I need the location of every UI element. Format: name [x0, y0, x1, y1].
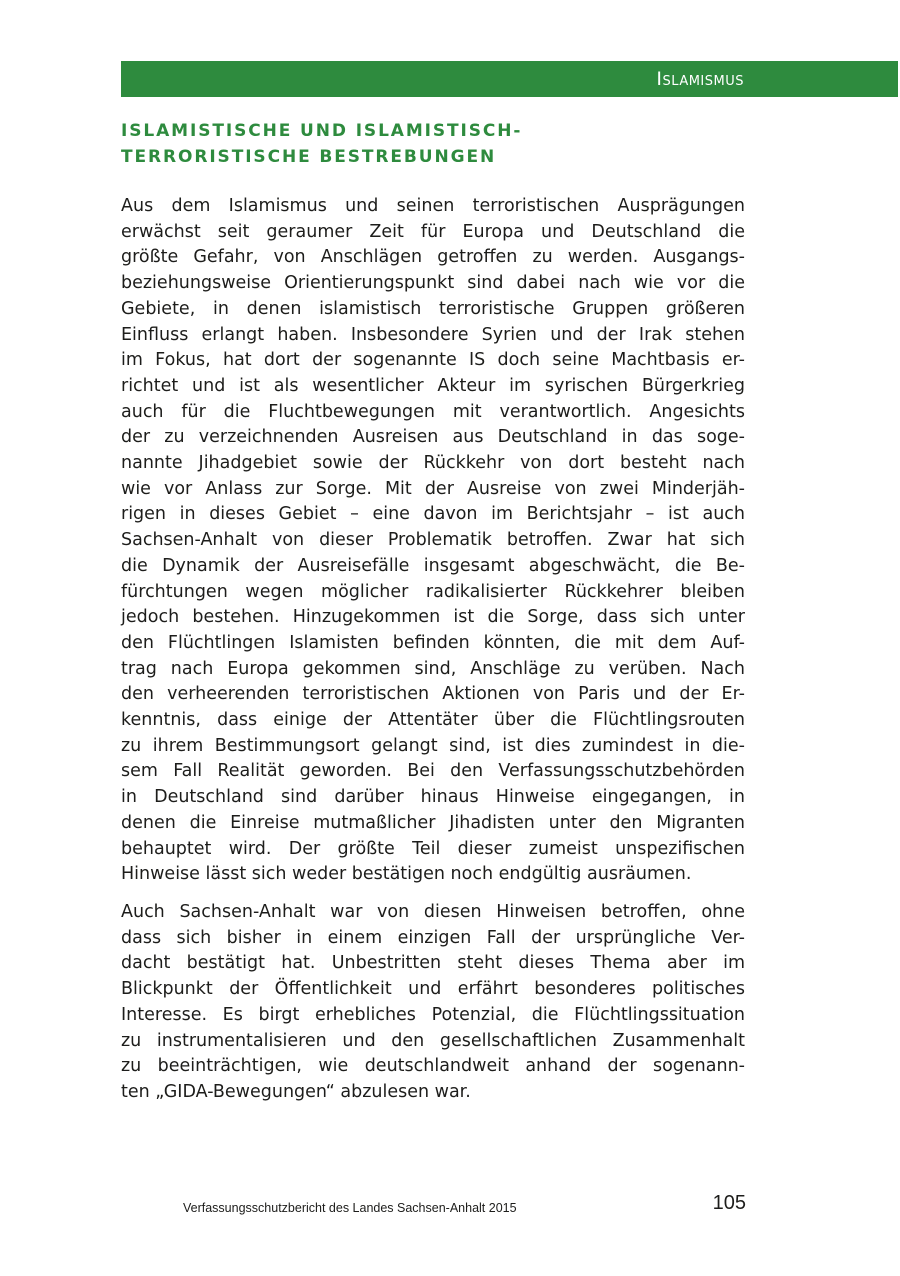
text-line: rigen in dieses Gebiet – eine davon im Berichtsjahr – ist auch [121, 504, 745, 525]
paragraph-2 [121, 900, 745, 1106]
text-line: den verheerenden terroristischen Aktionen von Paris und der Er- [121, 684, 745, 705]
text-line: fürchtungen wegen möglicher radikalisierter Rückkehrer bleiben [121, 581, 745, 602]
text-line: zu instrumentalisieren und den gesellschaftlichen Zusammenhalt [121, 1030, 745, 1051]
text-line: der zu verzeichnenden Ausreisen aus Deutschland in das soge- [121, 427, 745, 448]
text-line: ten „GIDA-Bewegungen“ abzulesen war. [121, 1081, 471, 1102]
text-line: sem Fall Realität geworden. Bei den Verfassungsschutzbehörden [121, 761, 745, 782]
text-line: behauptet wird. Der größte Teil dieser zumeist unspezifischen [121, 838, 745, 859]
text-line: denen die Einreise mutmaßlicher Jihadisten unter den Migranten [121, 812, 745, 833]
section-title: Islamismus [656, 68, 744, 90]
text-line: erwächst seit geraumer Zeit für Europa und Deutschland die [121, 221, 745, 242]
text-line: Aus dem Islamismus und seinen terroristischen Ausprägungen [121, 196, 745, 216]
text-line: nannte Jihadgebiet sowie der Rückkehr von dort besteht nach [121, 453, 745, 474]
text-line: wie vor Anlass zur Sorge. Mit der Ausreise von zwei Minderjäh- [121, 478, 745, 499]
text-line: Sachsen-Anhalt von dieser Problematik betroffen. Zwar hat sich [121, 530, 745, 551]
paragraph-1 [121, 194, 745, 888]
text-line: größte Gefahr, von Anschlägen getroffen zu werden. Ausgangs- [121, 247, 745, 268]
text-line: dacht bestätigt hat. Unbestritten steht dieses Thema aber im [121, 953, 745, 974]
text-line: richtet und ist als wesentlicher Akteur im syrischen Bürgerkrieg [121, 375, 745, 396]
text-line: Blickpunkt der Öffentlichkeit und erfährt besonderes politisches [121, 979, 745, 1000]
text-line: die Dynamik der Ausreisefälle insgesamt abgeschwächt, die Be- [121, 555, 745, 576]
text-line: auch für die Fluchtbewegungen mit verantwortlich. Angesichts [121, 401, 745, 422]
text-line: Interesse. Es birgt erhebliches Potenzial, die Flüchtlingssituation [121, 1004, 745, 1025]
text-line: kenntnis, dass einige der Attentäter über die Flüchtlingsrouten [121, 710, 745, 731]
section-header-bar [121, 61, 898, 97]
chapter-heading [121, 118, 641, 170]
text-line: Einfluss erlangt haben. Insbesondere Syrien und der Irak stehen [121, 324, 745, 345]
page-number: 105 [712, 1192, 746, 1214]
text-line: Hinweise lässt sich weder bestätigen noch endgültig ausräumen. [121, 864, 692, 885]
text-line: zu ihrem Bestimmungsort gelangt sind, ist dies zumindest in die- [121, 735, 745, 756]
text-line: dass sich bisher in einem einzigen Fall der ursprüngliche Ver- [121, 927, 745, 948]
body-text [121, 194, 745, 1106]
text-line: zu beeinträchtigen, wie deutschlandweit anhand der sogenann- [121, 1056, 745, 1077]
footer-report-title: Verfassungsschutzbericht des Landes Sachsen-Anhalt 2015 [183, 1201, 517, 1215]
chapter-heading-line-1: ISLAMISTISCHE UND ISLAMISTISCH- [121, 121, 523, 141]
text-line: in Deutschland sind darüber hinaus Hinweise eingegangen, in [121, 787, 745, 808]
text-line: beziehungsweise Orientierungspunkt sind dabei nach wie vor die [121, 273, 745, 294]
text-line: Auch Sachsen-Anhalt war von diesen Hinweisen betroffen, ohne [121, 901, 745, 922]
text-line: jedoch bestehen. Hinzugekommen ist die Sorge, dass sich unter [121, 607, 745, 628]
text-line: Gebiete, in denen islamistisch terroristische Gruppen größeren [121, 298, 745, 319]
text-line: im Fokus, hat dort der sogenannte IS doch seine Machtbasis er- [121, 350, 745, 371]
text-line: trag nach Europa gekommen sind, Anschläge zu verüben. Nach [121, 658, 745, 679]
chapter-heading-line-2: TERRORISTISCHE BESTREBUNGEN [121, 147, 497, 167]
text-line: den Flüchtlingen Islamisten befinden könnten, die mit dem Auf- [121, 632, 745, 653]
